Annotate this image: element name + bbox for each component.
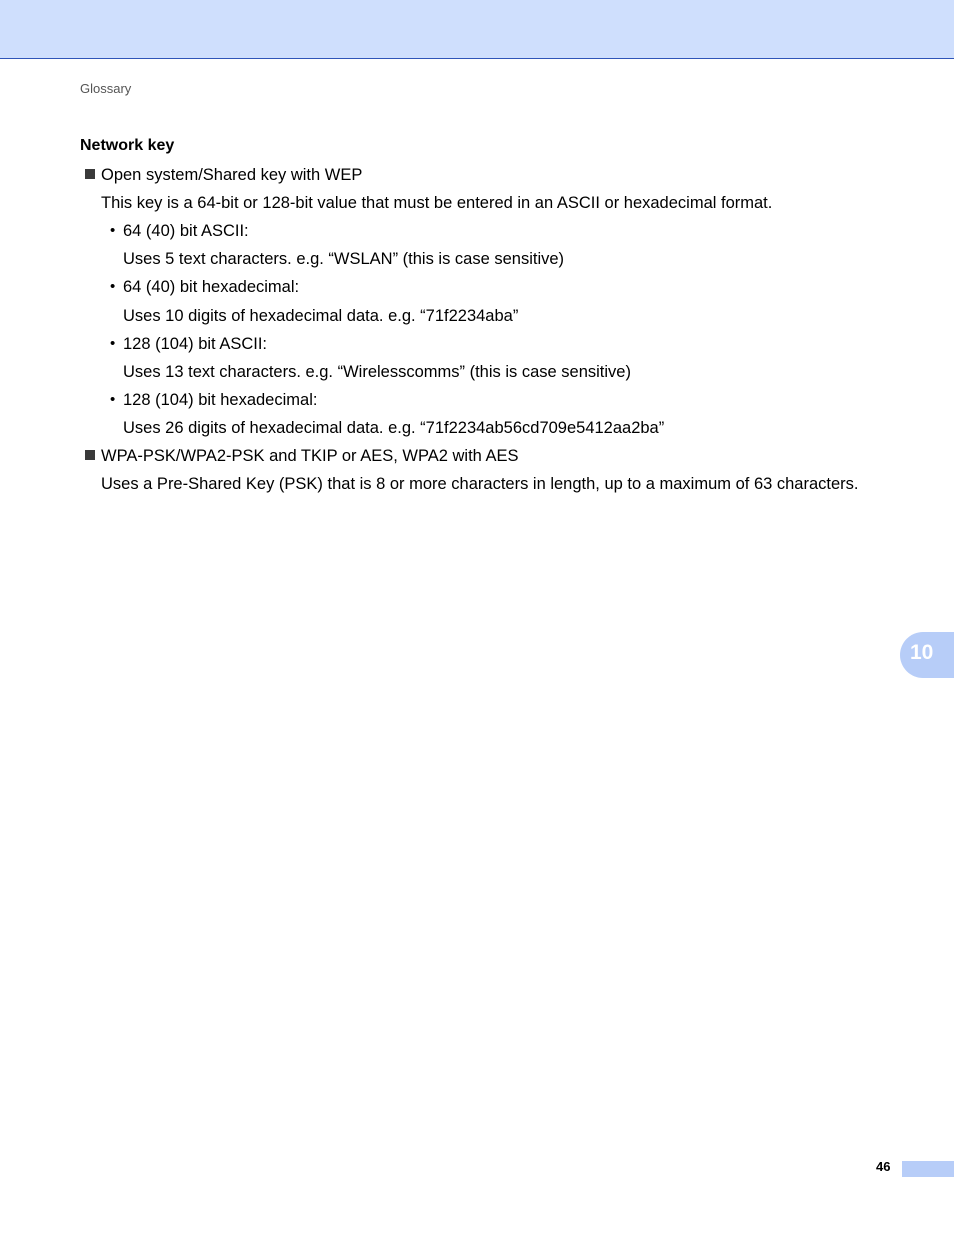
header-band [0,0,954,59]
subitem-label: 128 (104) bit ASCII: [123,335,267,353]
item-title: WPA-PSK/WPA2-PSK and TKIP or AES, WPA2 with AES [101,447,519,465]
bullet-dot-icon: • [110,391,116,408]
subitem-description: Uses 10 digits of hexadecimal data. e.g. “71f2234aba” [123,307,519,325]
bullet-dot-icon: • [110,222,116,239]
item-description: This key is a 64-bit or 128-bit value that must be entered in an ASCII or hexadecimal format. [101,194,773,212]
section-heading: Network key [80,137,175,154]
square-bullet-icon [85,450,95,460]
bullet-dot-icon: • [110,335,116,352]
subitem-label: 64 (40) bit ASCII: [123,222,249,240]
subitem-description: Uses 5 text characters. e.g. “WSLAN” (this is case sensitive) [123,250,565,268]
subitem-description: Uses 26 digits of hexadecimal data. e.g. “71f2234ab56cd709e5412aa2ba” [123,419,665,437]
item-title: Open system/Shared key with WEP [101,166,363,184]
item-description: Uses a Pre-Shared Key (PSK) that is 8 or more characters in length, up to a maximum of 63 characters. [101,475,859,493]
subitem-label: 64 (40) bit hexadecimal: [123,278,300,296]
bullet-dot-icon: • [110,278,116,295]
square-bullet-icon [85,169,95,179]
chapter-number: 10 [910,641,934,664]
subitem-description: Uses 13 text characters. e.g. “Wirelesscomms” (this is case sensitive) [123,363,631,381]
page-number-bar [902,1161,954,1177]
subitem-label: 128 (104) bit hexadecimal: [123,391,318,409]
page-number: 46 [876,1159,891,1174]
chapter-tab [900,632,954,678]
section-label: Glossary [80,81,132,96]
